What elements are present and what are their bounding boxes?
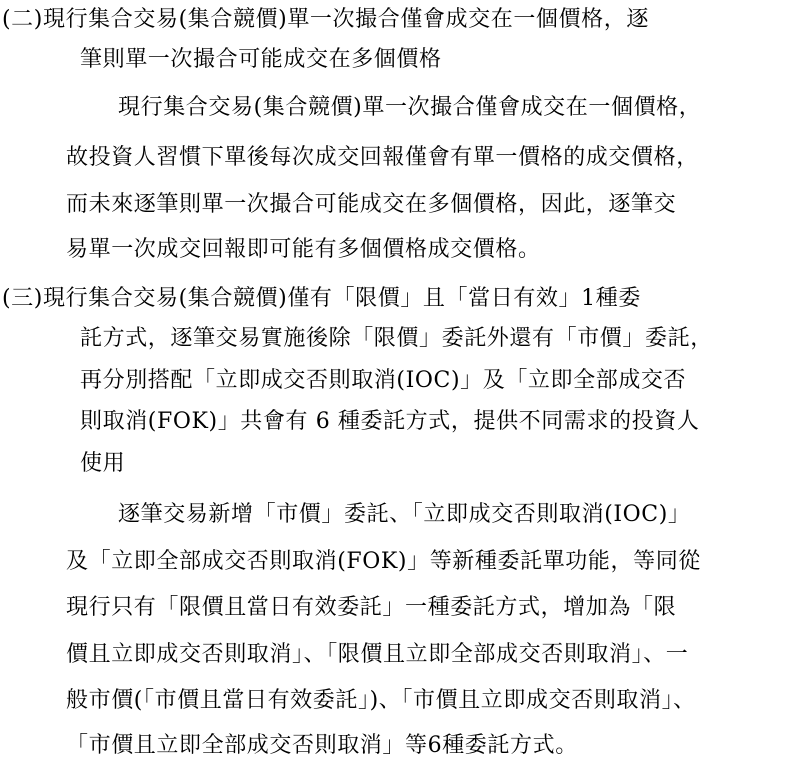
section-2-paragraph-line-4: 易單一次成交回報即可能有多個價格成交價格。: [66, 237, 541, 262]
section-3-paragraph-line-6: 「市價且立即全部成交否則取消」等6種委託方式。: [66, 733, 578, 758]
section-2-paragraph-line-1: 現行集合交易(集合競價)單一次撮合僅會成交在一個價格，: [118, 95, 702, 120]
section-3-paragraph-line-2: 及「立即全部成交否則取消(FOK)」等新種委託單功能，等同從: [66, 549, 701, 574]
section-2-paragraph-line-3: 而未來逐筆則單一次撮合可能成交在多個價格，因此，逐筆交: [66, 192, 677, 217]
section-3-heading-line-1: (三)現行集合交易(集合競價)僅有「限價」且「當日有效」1種委: [2, 286, 641, 311]
section-3-heading-line-5: 使用: [80, 451, 126, 476]
section-2-paragraph-line-2: 故投資人習慣下單後每次成交回報僅會有單一價格的成交價格，: [66, 145, 699, 170]
section-3-paragraph-line-4: 價且立即成交否則取消」、「限價且立即全部成交否則取消」、一: [66, 642, 689, 667]
section-3-paragraph-line-1: 逐筆交易新增「市價」委託、「立即成交否則取消(IOC)」: [118, 502, 691, 527]
section-3-heading-line-4: 則取消(FOK)」共會有 6 種委託方式，提供不同需求的投資人: [80, 409, 700, 434]
section-2-heading-line-1: (二)現行集合交易(集合競價)單一次撮合僅會成交在一個價格，逐: [2, 7, 649, 32]
section-3-heading-line-2: 託方式，逐筆交易實施後除「限價」委託外還有「市價」委託，: [80, 326, 713, 351]
section-3-paragraph-line-3: 現行只有「限價且當日有效委託」一種委託方式，增加為「限: [66, 595, 677, 620]
section-3-heading-line-3: 再分別搭配「立即成交否則取消(IOC)」及「立即全部成交否: [80, 368, 687, 393]
section-3-paragraph-line-5: 般市價(「市價且當日有效委託」)、「市價且立即成交否則取消」、: [66, 688, 696, 713]
section-2-heading-line-2: 筆則單一次撮合可能成交在多個價格: [80, 47, 442, 72]
